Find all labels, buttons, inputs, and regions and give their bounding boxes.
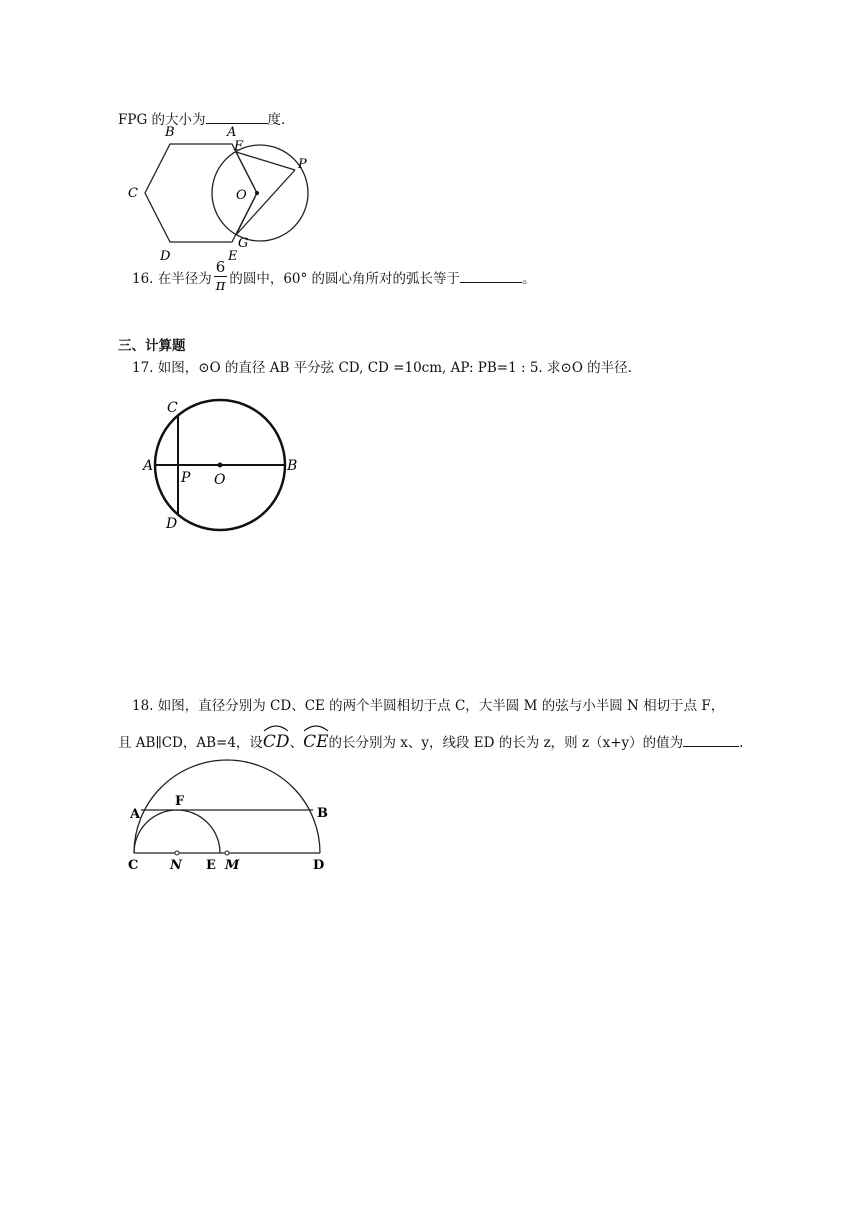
fig1-label-e: E bbox=[228, 249, 238, 264]
fig2-label-b: B bbox=[287, 458, 298, 474]
q18-sep: 、 bbox=[289, 735, 304, 751]
point-o-dot bbox=[255, 191, 259, 195]
fig1-label-b: B bbox=[165, 125, 175, 140]
fig3-label-f: F bbox=[175, 794, 185, 809]
fig1-label-g: G bbox=[238, 236, 249, 251]
fig3-label-b: B bbox=[317, 806, 328, 821]
q16-text-after: 的圆中，60° 的圆心角所对的弧长等于 bbox=[229, 271, 461, 287]
arc-cd bbox=[263, 728, 290, 752]
figure-hexagon-circle bbox=[120, 122, 320, 264]
fig1-label-a: A bbox=[227, 125, 237, 140]
q16-tail: 。 bbox=[522, 271, 536, 287]
fig2-label-o: O bbox=[214, 472, 226, 488]
figure-circle-chord bbox=[138, 390, 308, 538]
q18-answer-blank[interactable] bbox=[683, 734, 739, 747]
fig2-label-p: P bbox=[181, 470, 191, 486]
point-m-dot bbox=[225, 851, 229, 855]
q16-text-before: 在半径为 bbox=[157, 271, 212, 287]
line-fp bbox=[236, 152, 295, 170]
arc-cd-label: CD bbox=[262, 732, 290, 752]
arc-ce bbox=[303, 728, 328, 752]
figure-semicircles bbox=[126, 755, 331, 875]
fig3-label-c: C bbox=[128, 858, 139, 873]
q15-unit: 度. bbox=[267, 112, 286, 128]
fig1-label-d: D bbox=[160, 249, 171, 264]
q16-frac-denominator: π bbox=[215, 276, 226, 294]
arc-ce-mark bbox=[303, 724, 329, 732]
q16-frac-numerator: 6 bbox=[215, 258, 226, 276]
large-semicircle bbox=[134, 760, 320, 853]
section-heading: 三、计算题 bbox=[118, 338, 186, 354]
arc-ce-label: CE bbox=[303, 732, 329, 752]
q18-line2-end: . bbox=[739, 735, 744, 751]
fig1-label-f: F bbox=[234, 139, 244, 154]
q16-fraction bbox=[214, 259, 228, 294]
q16-line bbox=[132, 258, 536, 297]
small-semicircle bbox=[134, 810, 220, 853]
center-o-dot bbox=[218, 463, 223, 468]
point-n-dot bbox=[175, 851, 179, 855]
fig2-label-c: C bbox=[167, 400, 178, 416]
fig1-label-c: C bbox=[128, 186, 138, 201]
q18-line2-b: 的长分别为 x、y，线段 ED 的长为 z，则 z（x+y）的值为 bbox=[328, 735, 684, 751]
q15-text: FPG 的大小为 bbox=[118, 112, 206, 128]
q18-line2 bbox=[118, 728, 743, 752]
q18-line2-a: 且 AB∥CD，AB=4，设 bbox=[118, 735, 263, 751]
fig3-label-n: N bbox=[170, 858, 182, 873]
q18-line1: 18. 如图，直径分别为 CD、CE 的两个半圆相切于点 C，大半圆 M 的弦与小半圆 N 相切于点 F， bbox=[132, 698, 725, 714]
fig2-label-d: D bbox=[166, 516, 178, 532]
fig3-label-m: M bbox=[225, 858, 240, 873]
arc-cd-mark bbox=[263, 724, 289, 732]
fig2-label-a: A bbox=[143, 458, 154, 474]
q16-answer-blank[interactable] bbox=[460, 270, 522, 283]
fig1-label-o: O bbox=[236, 188, 247, 203]
q17-text: 17. 如图，⊙O 的直径 AB 平分弦 CD, CD =10cm, AP: PB=1 : 5. 求⊙O 的半径. bbox=[132, 360, 632, 376]
fig1-label-p: P bbox=[298, 157, 307, 172]
fig3-label-e: E bbox=[206, 858, 216, 873]
fig3-label-d: D bbox=[313, 858, 325, 873]
line-fo bbox=[236, 152, 257, 193]
q16-number: 16. bbox=[132, 271, 154, 287]
fig3-label-a: A bbox=[130, 807, 141, 822]
